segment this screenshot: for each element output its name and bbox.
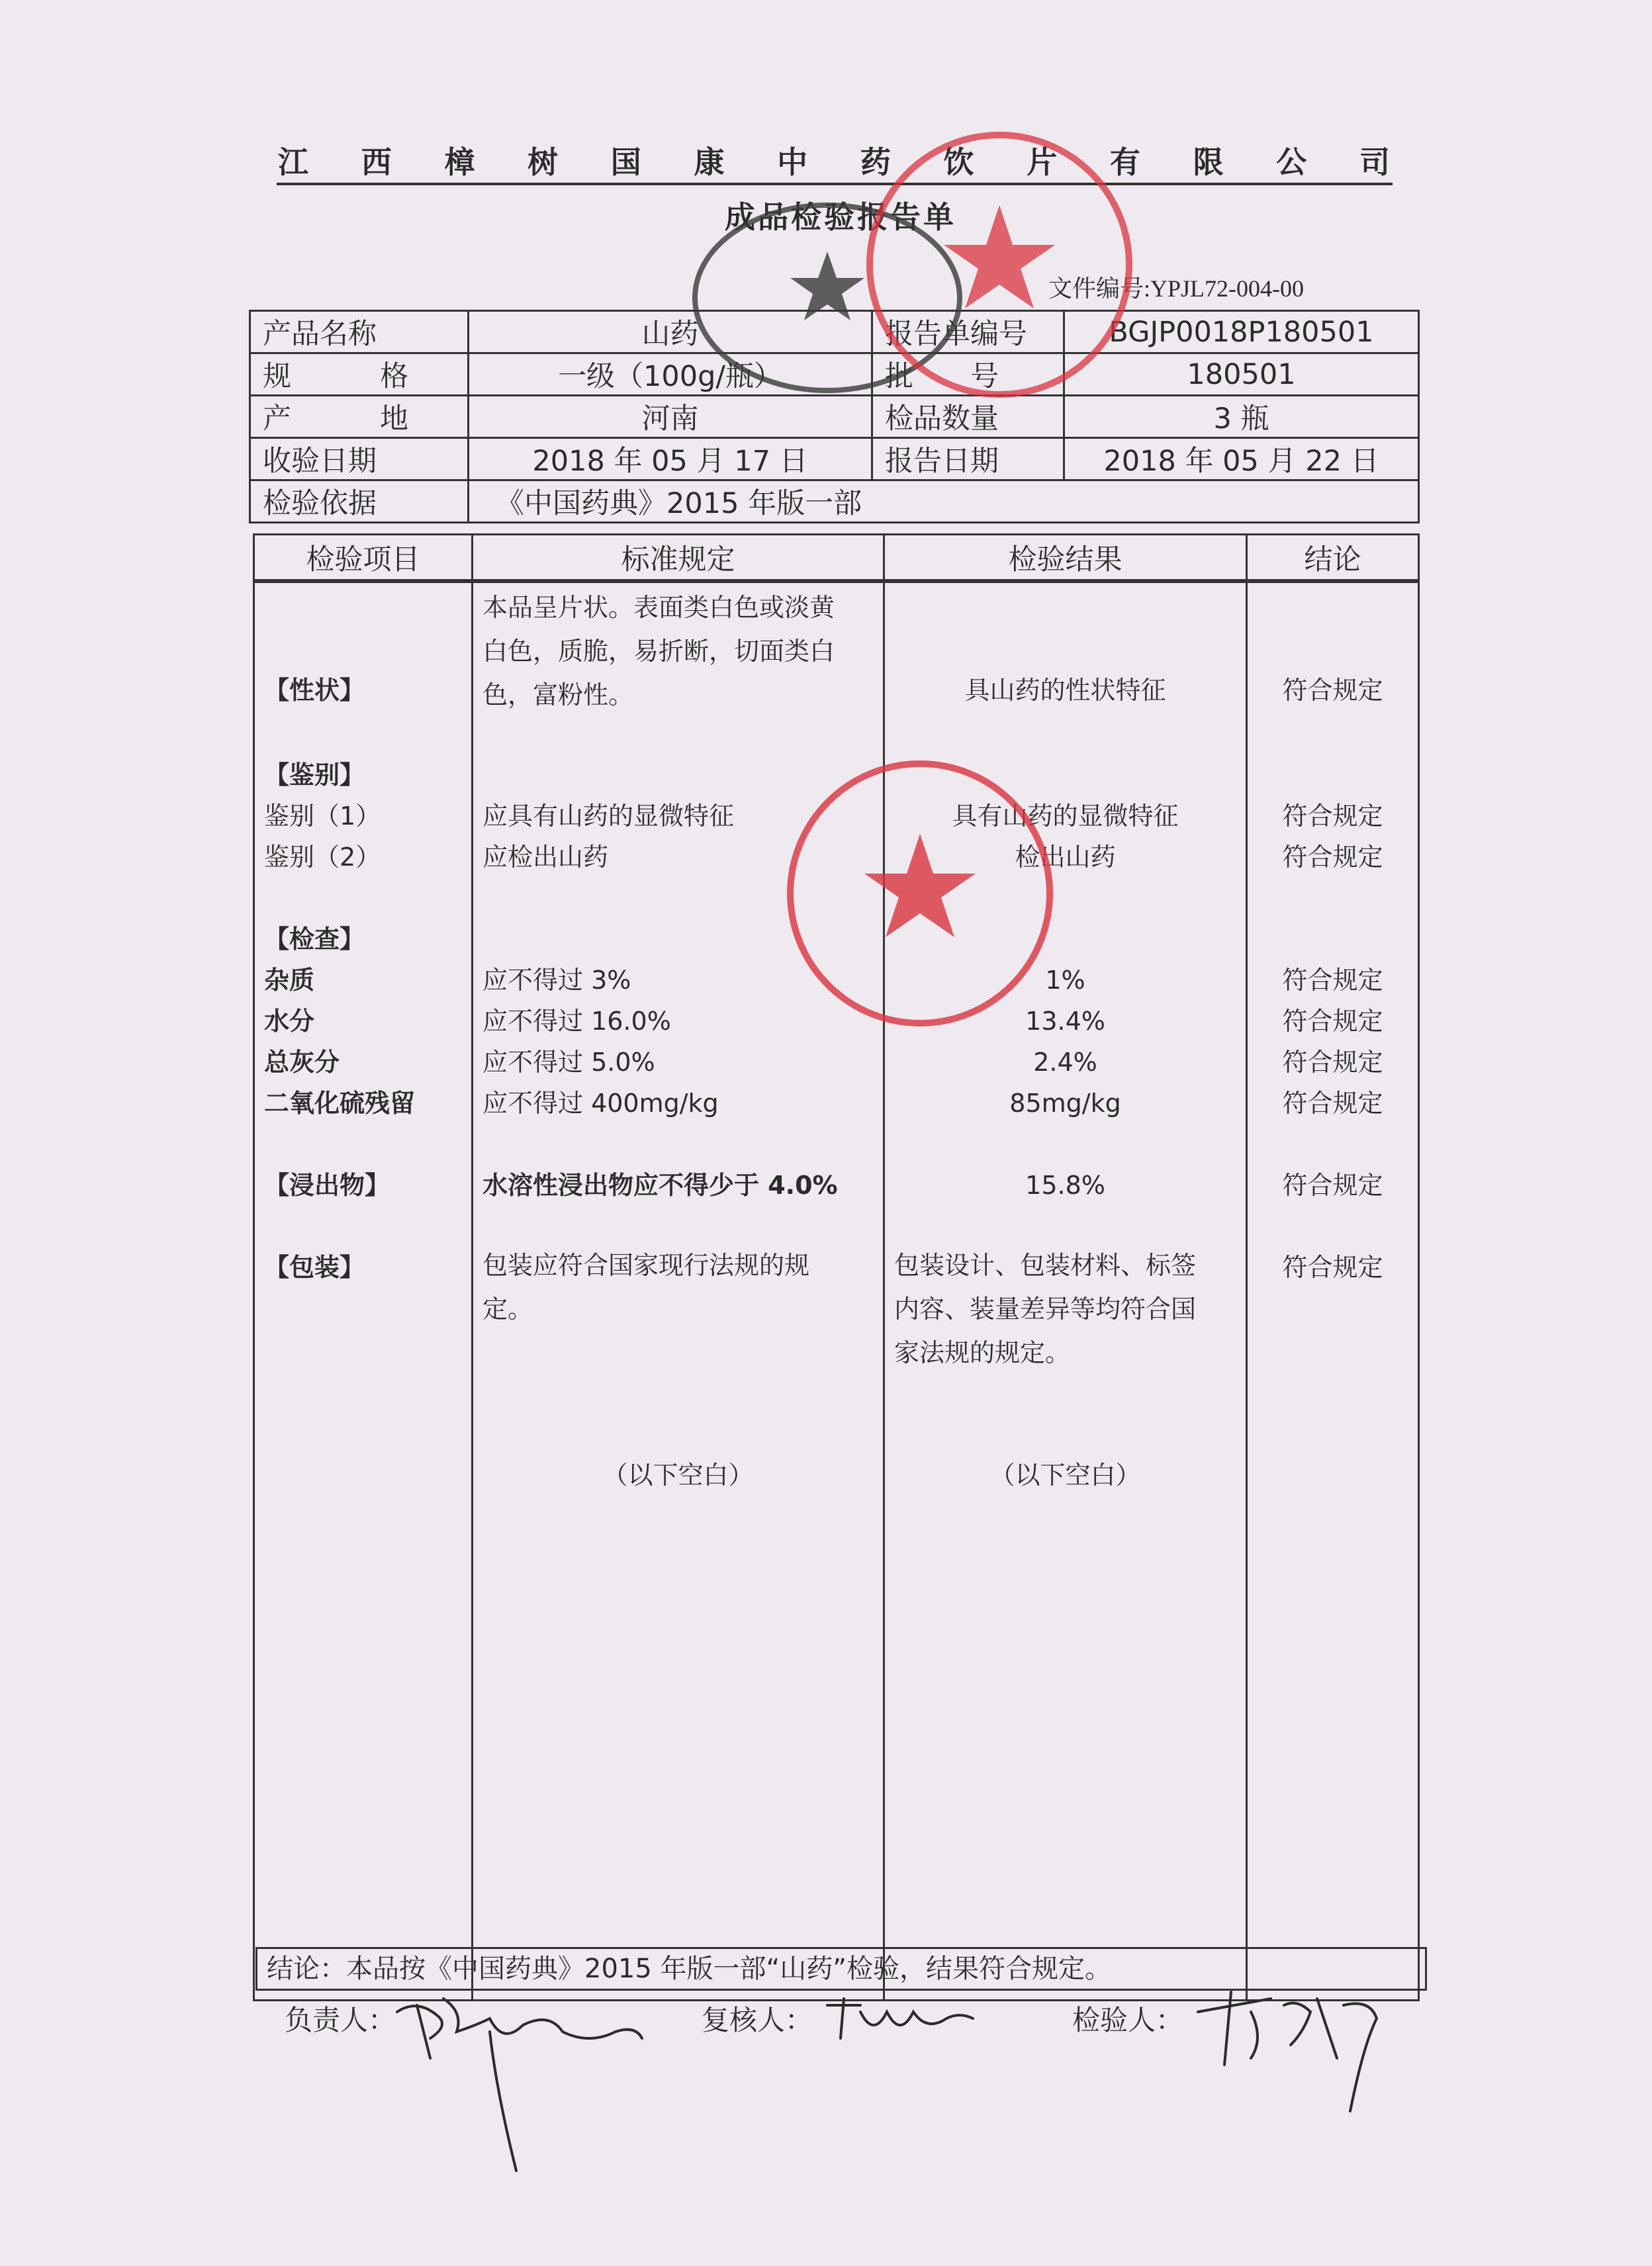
header-row <box>250 396 1419 438</box>
conclusion-jianbie-1: 符合规定 <box>1282 801 1383 831</box>
result-shuifen: 13.4% <box>1025 1007 1105 1036</box>
standard-xingzhuang-line: 色，富粉性。 <box>482 680 634 709</box>
item-jianbie-heading: 【鉴别】 <box>264 760 365 790</box>
company-char: 限 <box>1193 144 1224 180</box>
item-zazhi: 杂质 <box>264 966 315 995</box>
conclusion-zazhi: 符合规定 <box>1282 966 1383 995</box>
inspector-signature <box>1191 1985 1390 2118</box>
company-char: 国 <box>610 144 641 180</box>
recv-date-label: 收验日期 <box>250 438 469 480</box>
standard-jinchuwu: 水溶性浸出物应不得少于 4.0% <box>482 1171 838 1200</box>
conclusion-jianbie-2: 符合规定 <box>1282 842 1383 872</box>
conclusion-zonghuifen: 符合规定 <box>1282 1048 1383 1077</box>
result-baozhuang <box>894 1244 1196 1375</box>
basis-value: 《中国药典》2015 年版一部 <box>469 480 1419 523</box>
result-baozhuang-line: 包装设计、包装材料、标签 <box>894 1251 1197 1280</box>
result-jianbie-2: 检出山药 <box>1015 842 1116 872</box>
responsible-signature <box>390 1985 668 2184</box>
company-seal-stamp <box>860 126 1138 404</box>
product-name-value: 山药 <box>469 311 872 353</box>
company-char: 司 <box>1359 144 1390 180</box>
conclusion-xingzhuang: 符合规定 <box>1282 676 1383 705</box>
company-char: 有 <box>1109 144 1140 180</box>
final-conclusion: 结论：本品按《中国药典》2015 年版一部“山药”检验，结果符合规定。 <box>255 1947 1427 1991</box>
company-char: 片 <box>1027 144 1058 180</box>
standard-baozhuang-line: 包装应符合国家现行法规的规 <box>482 1251 810 1280</box>
header-row <box>250 438 1419 480</box>
qty-label: 检品数量 <box>872 396 1064 438</box>
recv-date-value: 2018 年 05 月 17 日 <box>469 438 872 480</box>
origin-label <box>250 396 469 438</box>
item-so2: 二氧化硫残留 <box>264 1089 416 1118</box>
standard-shuifen: 应不得过 16.0% <box>482 1007 671 1036</box>
inspector-label: 检验人： <box>1072 2004 1184 2036</box>
standard-xingzhuang-line: 白色，质脆，易折断，切面类白 <box>482 637 835 666</box>
spec-label-char: 规 <box>263 360 291 393</box>
company-char: 饮 <box>943 144 974 180</box>
standard-zonghuifen: 应不得过 5.0% <box>482 1048 655 1077</box>
result-baozhuang-line: 内容、装量差异等均符合国 <box>894 1294 1197 1324</box>
col-header-standard: 标准规定 <box>473 535 884 582</box>
result-jianbie-1: 具有山药的显微特征 <box>952 801 1179 831</box>
standard-jianbie-1: 应具有山药的显微特征 <box>482 801 735 831</box>
xingkang-seal-stamp <box>781 754 1059 1032</box>
origin-value: 河南 <box>469 396 872 438</box>
conclusion-so2: 符合规定 <box>1282 1089 1383 1118</box>
company-name <box>278 139 1390 181</box>
items-column <box>254 581 473 2001</box>
origin-label-char: 产 <box>263 402 291 435</box>
file-number: 文件编号:YPJL72-004-00 <box>1048 275 1304 302</box>
reviewer-signature <box>821 1992 980 2052</box>
qty-value: 3 瓶 <box>1064 396 1419 438</box>
company-char: 药 <box>860 144 891 180</box>
standard-xingzhuang <box>482 586 835 717</box>
col-header-conclusion: 结论 <box>1247 535 1419 582</box>
title-underline <box>277 183 1393 185</box>
result-xingzhuang: 具山药的性状特征 <box>964 676 1166 705</box>
standard-xingzhuang-line: 本品呈片状。表面类白色或淡黄 <box>482 593 835 622</box>
document-title: 成品检验报告单 <box>725 199 956 235</box>
conclusion-shuifen: 符合规定 <box>1282 1007 1383 1036</box>
company-char: 江 <box>278 144 308 180</box>
item-jianbie-1: 鉴别（1） <box>264 801 381 831</box>
item-jinchuwu: 【浸出物】 <box>264 1171 390 1200</box>
inspection-table <box>253 533 1420 2001</box>
result-zonghuifen: 2.4% <box>1033 1048 1097 1077</box>
header-row <box>250 480 1419 523</box>
batch-value: 180501 <box>1064 353 1419 396</box>
company-char: 树 <box>528 144 559 180</box>
item-baozhuang: 【包装】 <box>264 1253 365 1282</box>
spec-label <box>250 353 469 396</box>
standard-baozhuang-line: 定。 <box>482 1294 533 1324</box>
col-header-item: 检验项目 <box>254 535 473 582</box>
result-zazhi: 1% <box>1045 966 1085 995</box>
result-so2: 85mg/kg <box>1009 1089 1121 1118</box>
result-baozhuang-line: 家法规的规定。 <box>894 1338 1071 1367</box>
responsible-label: 负责人： <box>285 2004 396 2036</box>
report-date-value: 2018 年 05 月 22 日 <box>1064 438 1419 480</box>
conclusion-baozhuang: 符合规定 <box>1282 1253 1383 1282</box>
item-shuifen: 水分 <box>264 1007 315 1036</box>
report-no-label: 报告单编号 <box>872 311 1064 353</box>
spec-value: 一级（100g/瓶） <box>469 353 872 396</box>
reviewer-label: 复核人： <box>702 2004 813 2036</box>
company-char: 康 <box>694 144 725 180</box>
batch-label: 批 号 <box>872 353 1064 396</box>
company-char: 中 <box>777 144 808 180</box>
standard-so2: 应不得过 400mg/kg <box>482 1089 719 1118</box>
company-char: 樟 <box>444 144 475 180</box>
spec-label-char: 格 <box>380 360 408 393</box>
report-no-value: BGJP0018P180501 <box>1064 311 1419 353</box>
basis-label: 检验依据 <box>250 480 469 523</box>
col-header-result: 检验结果 <box>884 535 1247 582</box>
conclusions-column <box>1247 581 1419 2001</box>
company-char: 公 <box>1276 144 1307 180</box>
standard-blank-note: （以下空白） <box>602 1461 754 1490</box>
result-blank-note: （以下空白） <box>989 1461 1141 1490</box>
conclusion-jinchuwu: 符合规定 <box>1282 1171 1383 1200</box>
item-jianbie-2: 鉴别（2） <box>264 842 381 872</box>
origin-label-char: 地 <box>380 402 408 435</box>
company-char: 西 <box>361 144 392 180</box>
item-zonghuifen: 总灰分 <box>264 1048 340 1077</box>
product-name-label: 产品名称 <box>250 311 469 353</box>
item-xingzhuang: 【性状】 <box>264 676 365 705</box>
report-date-label: 报告日期 <box>872 438 1064 480</box>
result-jinchuwu: 15.8% <box>1025 1171 1105 1200</box>
inspection-header-row <box>254 535 1419 582</box>
standard-baozhuang <box>482 1244 809 1331</box>
standard-jianbie-2: 应检出山药 <box>482 842 609 872</box>
item-jiancha-heading: 【检查】 <box>264 925 365 954</box>
standard-zazhi: 应不得过 3% <box>482 966 631 995</box>
